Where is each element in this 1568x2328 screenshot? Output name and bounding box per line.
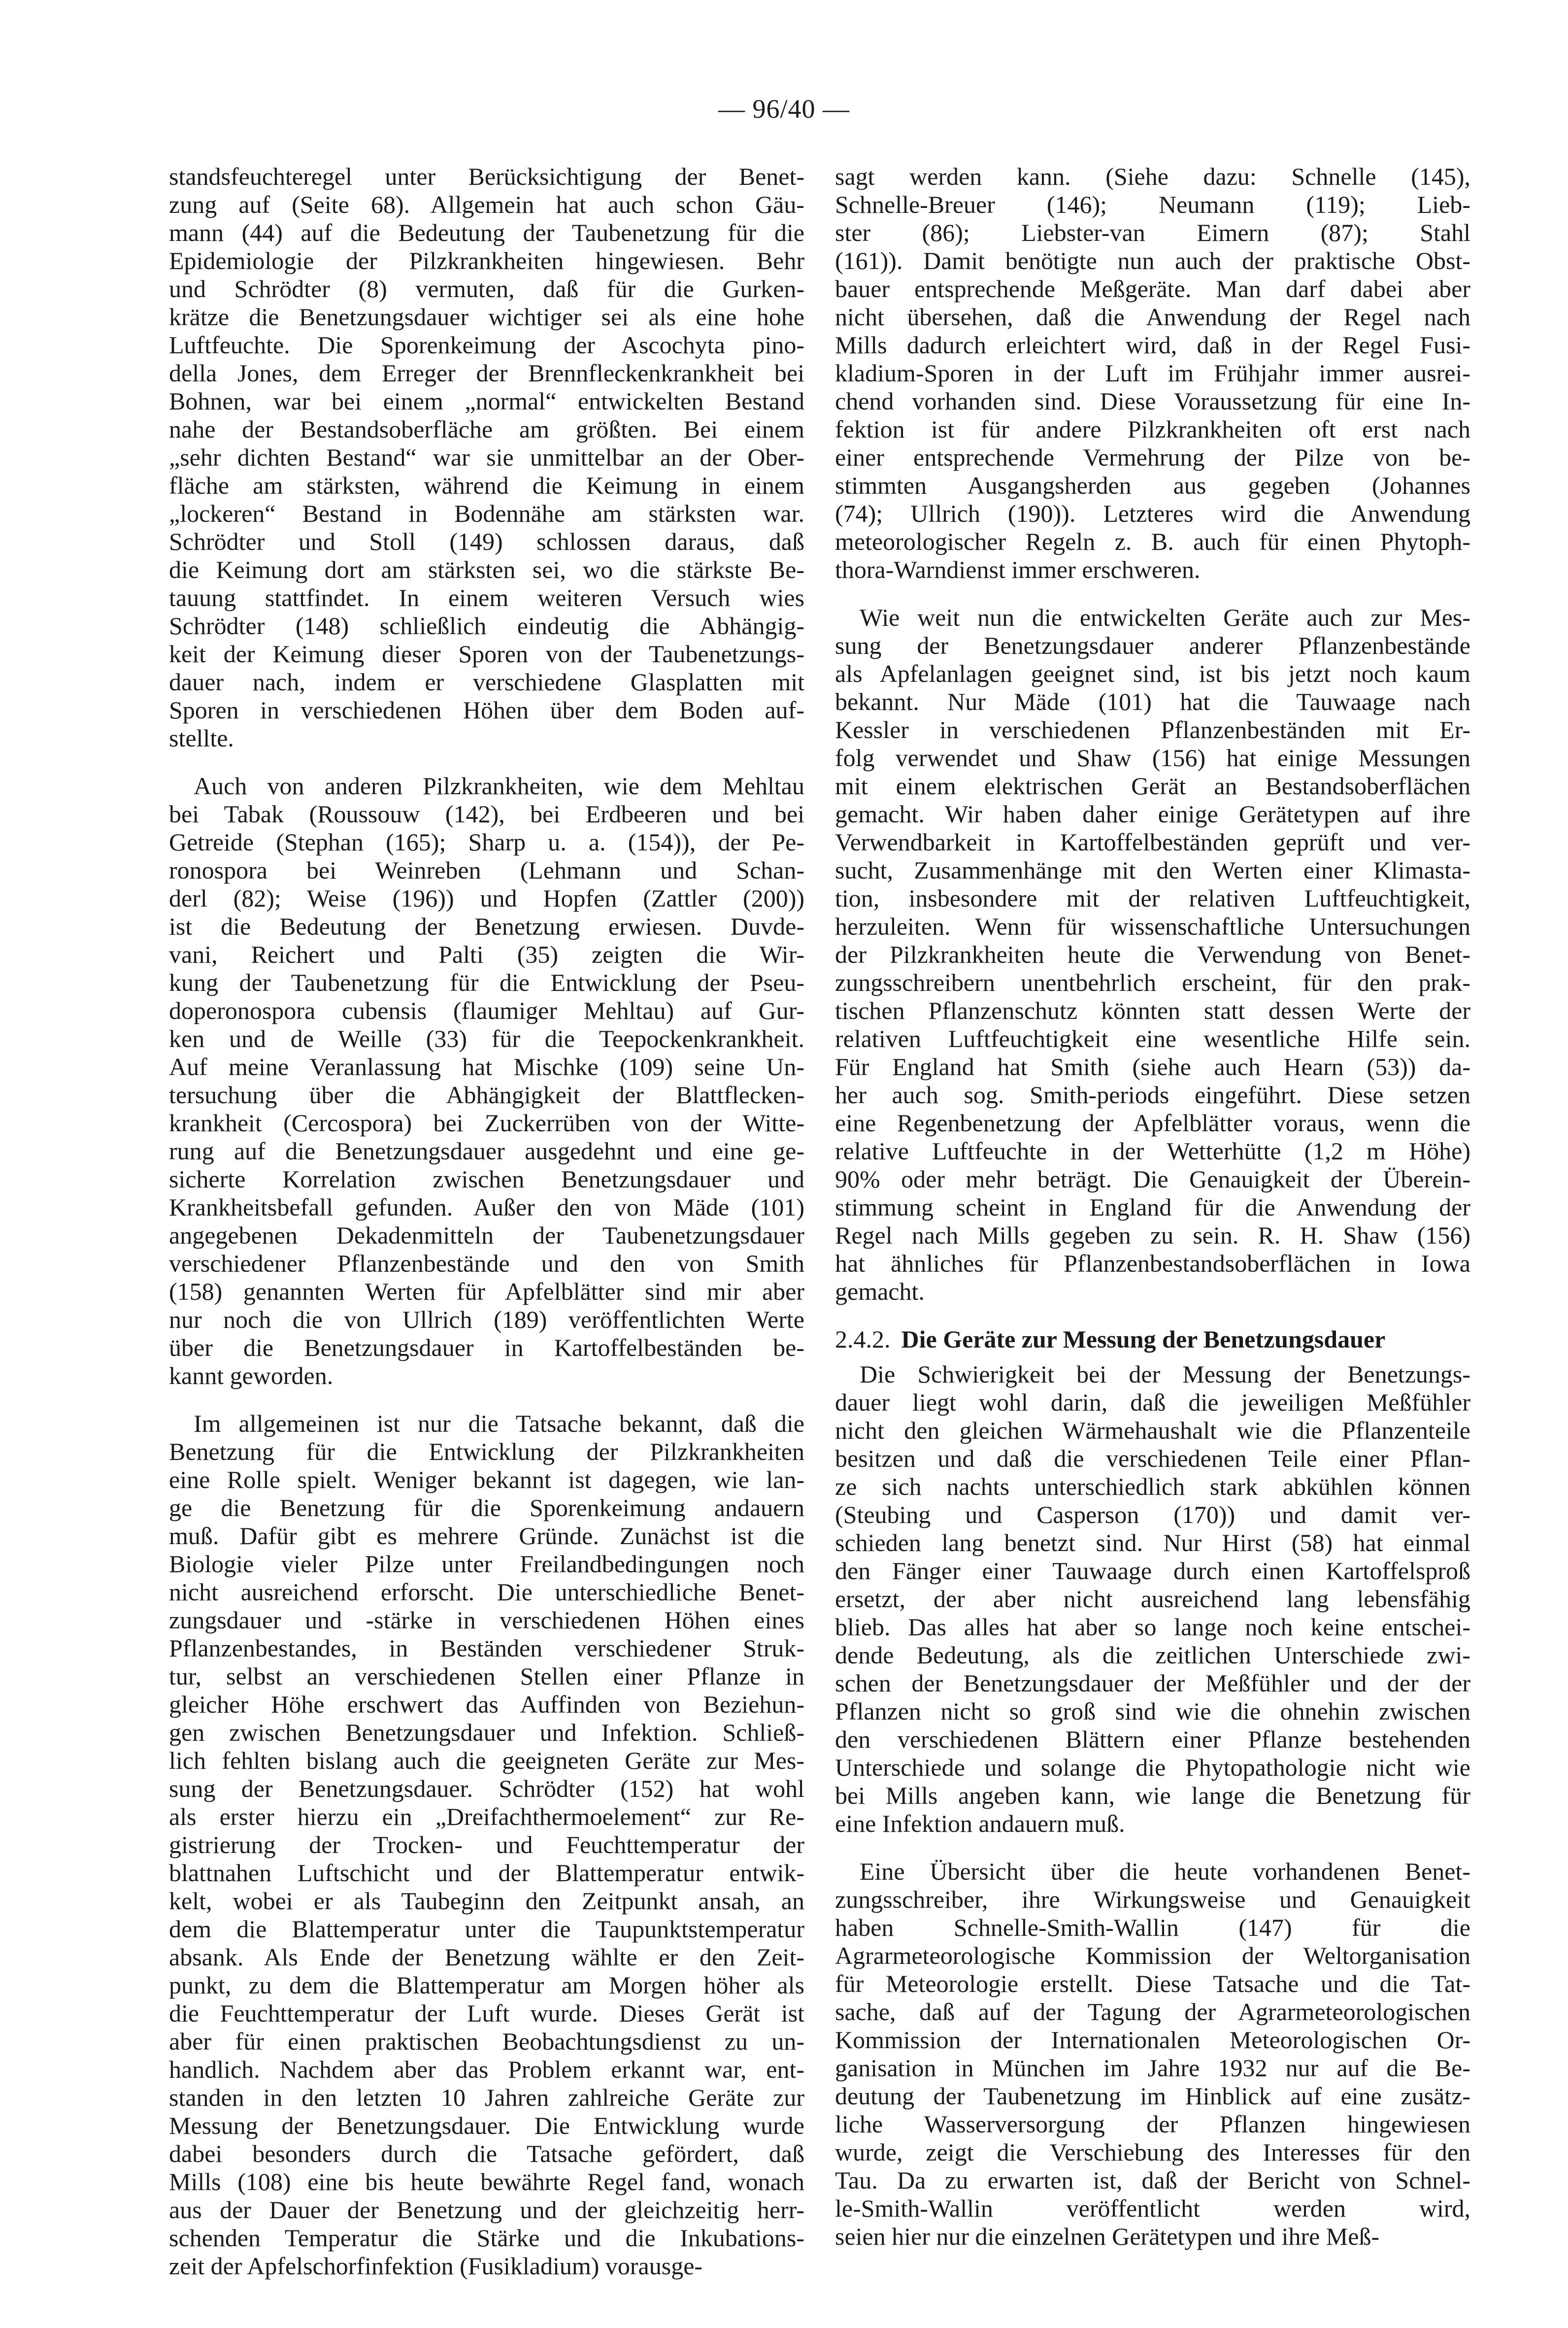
text-line: vani, Reichert und Palti (35) zeigten die Wir-: [169, 941, 804, 968]
text-line: handlich. Nachdem aber das Problem erkannt war, ent-: [169, 2056, 804, 2083]
text-line: liche Wasserversorgung der Pflanzen hingewiesen: [835, 2110, 1470, 2138]
text-line: ze sich nachts unterschiedlich stark abkühlen können: [835, 1473, 1470, 1500]
text-line: sagt werden kann. (Siehe dazu: Schnelle (145),: [835, 163, 1470, 190]
text-line: Regel nach Mills gegeben zu sein. R. H. Shaw (156): [835, 1221, 1470, 1249]
text-line: seien hier nur die einzelnen Gerätetypen und ihre Meß-: [835, 2223, 1380, 2250]
text-line: (74); Ullrich (190)). Letzteres wird die Anwendung: [835, 500, 1470, 527]
text-line: Tau. Da zu erwarten ist, daß der Bericht von Schnel-: [835, 2166, 1470, 2194]
text-line: tion, insbesondere mit der relativen Luftfeuchtigkeit,: [835, 884, 1470, 912]
text-line: sache, daß auf der Tagung der Agrarmeteorologischen: [835, 1998, 1470, 2025]
text-line: Messung der Benetzungsdauer. Die Entwicklung wurde: [169, 2112, 804, 2139]
text-line: kelt, wobei er als Taubeginn den Zeitpunkt ansah, an: [169, 1887, 804, 1915]
paragraph: [835, 604, 1470, 1306]
text-line: Kommission der Internationalen Meteorologischen Or-: [835, 2026, 1470, 2054]
text-line: ken und de Weille (33) für die Teepockenkrankheit.: [169, 1025, 804, 1052]
text-line: eine Rolle spielt. Weniger bekannt ist dagegen, wie lan-: [169, 1466, 804, 1493]
text-line: nicht ausreichend erforscht. Die unterschiedliche Benet-: [169, 1578, 804, 1606]
text-line: (158) genannten Werten für Apfelblätter sind mir aber: [169, 1278, 804, 1305]
text-line: ronospora bei Weinreben (Lehmann und Schan-: [169, 856, 804, 884]
text-line: Auch von anderen Pilzkrankheiten, wie dem Mehltau: [194, 772, 804, 800]
text-line: Krankheitsbefall gefunden. Außer den von Mäde (101): [169, 1193, 804, 1221]
text-line: sicherte Korrelation zwischen Benetzungsdauer und: [169, 1165, 804, 1193]
text-line: chend vorhanden sind. Diese Voraussetzung für eine In-: [835, 387, 1470, 415]
text-line: die Feuchttemperatur der Luft wurde. Dieses Gerät ist: [169, 1999, 804, 2027]
text-line: Getreide (Stephan (165); Sharp u. a. (154)), der Pe-: [169, 828, 804, 856]
text-line: tischen Pflanzenschutz könnten statt dessen Werte der: [835, 997, 1470, 1024]
text-line: Mills (108) eine bis heute bewährte Regel fand, wonach: [169, 2168, 804, 2195]
text-line: thora-Warndienst immer erschweren.: [835, 556, 1201, 583]
text-line: bei Mills angeben kann, wie lange die Benetzung für: [835, 1782, 1470, 1809]
text-line: stimmten Ausgangsherden aus gegeben (Johannes: [835, 472, 1470, 499]
text-line: besitzen und daß die verschiedenen Teile einer Pflan-: [835, 1445, 1470, 1472]
text-line: fläche am stärksten, während die Keimung in einem: [169, 472, 804, 499]
text-line: Pflanzen nicht so groß sind wie die ohnehin zwischen: [835, 1697, 1470, 1725]
text-line: Bohnen, war bei einem „normal“ entwickelten Bestand: [169, 387, 804, 415]
text-line: her auch sog. Smith-periods eingeführt. Diese setzen: [835, 1081, 1470, 1109]
text-line: Schnelle-Breuer (146); Neumann (119); Lieb-: [835, 191, 1470, 218]
text-line: ist die Bedeutung der Benetzung erwiesen. Duvde-: [169, 912, 804, 940]
paragraph: [835, 163, 1470, 584]
text-line: kladium-Sporen in der Luft im Frühjahr immer ausrei-: [835, 359, 1470, 387]
text-line: Agrarmeteorologische Kommission der Weltorganisation: [835, 1942, 1470, 1969]
text-line: verschiedener Pflanzenbestände und den von Smith: [169, 1249, 804, 1277]
text-line: schenden Temperatur die Stärke und die Inkubations-: [169, 2224, 804, 2252]
text-line: schieden lang benetzt sind. Nur Hirst (58) hat einmal: [835, 1529, 1470, 1556]
text-line: krätze die Benetzungsdauer wichtiger sei als eine hohe: [169, 303, 804, 331]
right-column: [835, 163, 1470, 2270]
text-line: Mills dadurch erleichtert wird, daß in der Regel Fusi-: [835, 331, 1470, 359]
text-line: lich fehlten bislang auch die geeigneten Geräte zur Mes-: [169, 1747, 804, 1774]
text-line: eine Regenbenetzung der Apfelblätter voraus, wenn die: [835, 1109, 1470, 1137]
text-line: dauer nach, indem er verschiedene Glasplatten mit: [169, 668, 804, 696]
text-line: aber für einen praktischen Beobachtungsdienst zu un-: [169, 2027, 804, 2055]
paragraph: [169, 1410, 804, 2280]
text-line: gistrierung der Trocken- und Feuchttemperatur der: [169, 1831, 804, 1858]
text-line: Wie weit nun die entwickelten Geräte auch zur Mes-: [860, 604, 1470, 631]
text-line: angegebenen Dekadenmitteln der Taubenetzungsdauer: [169, 1221, 804, 1249]
text-line: Für England hat Smith (siehe auch Hearn (53)) da-: [835, 1053, 1470, 1080]
text-line: einer entsprechende Vermehrung der Pilze von be-: [835, 443, 1470, 471]
text-line: le-Smith-Wallin veröffentlicht werden wird,: [835, 2194, 1470, 2222]
text-line: kung der Taubenetzung für die Entwicklung der Pseu-: [169, 969, 804, 996]
text-line: ster (86); Liebster-van Eimern (87); Stahl: [835, 219, 1470, 246]
text-line: herzuleiten. Wenn für wissenschaftliche Untersuchungen: [835, 912, 1470, 940]
text-line: Eine Übersicht über die heute vorhandenen Benet-: [860, 1857, 1470, 1885]
text-line: nicht den gleichen Wärmehaushalt wie die Pflanzenteile: [835, 1417, 1470, 1444]
section-heading: [835, 1325, 1470, 1353]
text-line: deutung der Taubenetzung im Hinblick auf eine zusätz-: [835, 2082, 1470, 2110]
text-line: Biologie vieler Pilze unter Freilandbedingungen noch: [169, 1550, 804, 1578]
text-line: Sporen in verschiedenen Höhen über dem Boden auf-: [169, 696, 804, 724]
text-line: nicht übersehen, daß die Anwendung der Regel nach: [835, 303, 1470, 331]
text-line: rung auf die Benetzungsdauer ausgedehnt und eine ge-: [169, 1137, 804, 1165]
text-line: als erster hierzu ein „Dreifachthermoelement“ zur Re-: [169, 1803, 804, 1830]
text-line: dende Bedeutung, als die zeitlichen Unterschiede zwi-: [835, 1641, 1470, 1669]
text-line: zungsdauer und -stärke in verschiedenen Höhen eines: [169, 1606, 804, 1634]
text-line: die Keimung dort am stärksten sei, wo die stärkste Be-: [169, 556, 804, 583]
text-line: 90% oder mehr beträgt. Die Genauigkeit der Überein-: [835, 1165, 1470, 1193]
text-line: wurde, zeigt die Verschiebung des Interesses für den: [835, 2138, 1470, 2166]
text-line: Benetzung für die Entwicklung der Pilzkrankheiten: [169, 1438, 804, 1465]
text-line: den verschiedenen Blättern einer Pflanze bestehenden: [835, 1725, 1470, 1753]
paragraph: [835, 1857, 1470, 2251]
text-line: dem die Blattemperatur unter die Taupunktstemperatur: [169, 1915, 804, 1943]
text-line: tur, selbst an verschiedenen Stellen einer Pflanze in: [169, 1662, 804, 1690]
text-line: Verwendbarkeit in Kartoffelbeständen geprüft und ver-: [835, 828, 1470, 856]
text-line: zungsschreibern unentbehrlich erscheint, für den prak-: [835, 969, 1470, 996]
text-line: den Fänger einer Tauwaage durch einen Kartoffelsproß: [835, 1557, 1470, 1585]
text-line: derl (82); Weise (196)) und Hopfen (Zattler (200)): [169, 884, 804, 912]
text-line: der Pilzkrankheiten heute die Verwendung von Benet-: [835, 941, 1470, 968]
text-line: keit der Keimung dieser Sporen von der Taubenetzungs-: [169, 640, 804, 668]
text-line: Kessler in verschiedenen Pflanzenbeständen mit Er-: [835, 716, 1470, 743]
text-line: über die Benetzungsdauer in Kartoffelbeständen be-: [169, 1334, 804, 1361]
text-line: Pflanzenbestandes, in Beständen verschiedener Struk-: [169, 1634, 804, 1662]
text-line: bekannt. Nur Mäde (101) hat die Tauwaage nach: [835, 688, 1470, 715]
text-line: krankheit (Cercospora) bei Zuckerrüben von der Witte-: [169, 1109, 804, 1137]
text-line: sung der Benetzungsdauer anderer Pflanzenbestände: [835, 632, 1470, 659]
text-line: sucht, Zusammenhänge mit den Werten einer Klimasta-: [835, 856, 1470, 884]
text-line: kannt geworden.: [169, 1362, 334, 1389]
text-line: aus der Dauer der Benetzung und der gleichzeitig herr-: [169, 2196, 804, 2224]
text-line: Auf meine Veranlassung hat Mischke (109) seine Un-: [169, 1053, 804, 1080]
text-line: folg verwendet und Shaw (156) hat einige Messungen: [835, 744, 1470, 772]
text-line: nahe der Bestandsoberfläche am größten. Bei einem: [169, 415, 804, 443]
text-line: zeit der Apfelschorfinfektion (Fusikladium) vorausge-: [169, 2252, 703, 2280]
text-line: ersetzt, der aber nicht ausreichend lang lebensfähig: [835, 1585, 1470, 1613]
text-line: ganisation in München im Jahre 1932 nur auf die Be-: [835, 2054, 1470, 2082]
text-line: Schrödter (148) schließlich eindeutig die Abhängig-: [169, 612, 804, 640]
text-line: „sehr dichten Bestand“ war sie unmittelbar an der Ober-: [169, 443, 804, 471]
text-line: gen zwischen Benetzungsdauer und Infektion. Schließ-: [169, 1719, 804, 1746]
left-column: [169, 163, 804, 2300]
text-line: mit einem elektrischen Gerät an Bestandsoberflächen: [835, 772, 1470, 800]
text-line: relative Luftfeuchte in der Wetterhütte (1,2 m Höhe): [835, 1137, 1470, 1165]
text-line: tauung stattfindet. In einem weiteren Versuch wies: [169, 584, 804, 611]
text-line: gemacht.: [835, 1278, 925, 1305]
text-line: blieb. Das alles hat aber so lange noch keine entschei-: [835, 1613, 1470, 1641]
text-line: meteorologischer Regeln z. B. auch für einen Phytoph-: [835, 528, 1470, 555]
text-line: gemacht. Wir haben daher einige Gerätetypen auf ihre: [835, 800, 1470, 828]
text-line: gleicher Höhe erschwert das Auffinden von Beziehun-: [169, 1690, 804, 1718]
text-line: della Jones, dem Erreger der Brennfleckenkrankheit bei: [169, 359, 804, 387]
text-line: „lockeren“ Bestand in Bodennähe am stärksten war.: [169, 500, 804, 527]
text-line: dabei besonders durch die Tatsache gefördert, daß: [169, 2140, 804, 2167]
text-line: fektion ist für andere Pilzkrankheiten oft erst nach: [835, 415, 1470, 443]
text-line: stimmung scheint in England für die Anwendung der: [835, 1193, 1470, 1221]
text-line: sung der Benetzungsdauer. Schrödter (152) hat wohl: [169, 1775, 804, 1802]
page-number: — 96/40 —: [718, 94, 850, 124]
paragraph: [835, 1360, 1470, 1838]
text-line: blattnahen Luftschicht und der Blattemperatur entwik-: [169, 1859, 804, 1887]
text-line: haben Schnelle-Smith-Wallin (147) für die: [835, 1914, 1470, 1941]
text-line: standen in den letzten 10 Jahren zahlreiche Geräte zur: [169, 2084, 804, 2111]
text-line: stellte.: [169, 724, 234, 752]
text-line: zung auf (Seite 68). Allgemein hat auch schon Gäu-: [169, 191, 804, 218]
text-line: (Steubing und Casperson (170)) und damit ver-: [835, 1501, 1470, 1528]
text-line: absank. Als Ende der Benetzung wählte er den Zeit-: [169, 1943, 804, 1971]
text-line: nur noch die von Ullrich (189) veröffentlichten Werte: [169, 1306, 804, 1333]
text-line: relativen Luftfeuchtigkeit eine wesentliche Hilfe sein.: [835, 1025, 1470, 1052]
text-line: mann (44) auf die Bedeutung der Taubenetzung für die: [169, 219, 804, 246]
text-line: muß. Dafür gibt es mehrere Gründe. Zunächst ist die: [169, 1522, 804, 1550]
text-line: Luftfeuchte. Die Sporenkeimung der Ascochyta pino-: [169, 331, 804, 359]
text-line: ge die Benetzung für die Sporenkeimung andauern: [169, 1494, 804, 1521]
paragraph: [169, 772, 804, 1390]
text-line: punkt, zu dem die Blattemperatur am Morgen höher als: [169, 1971, 804, 1999]
text-line: tersuchung über die Abhängigkeit der Blattflecken-: [169, 1081, 804, 1109]
section-title: Die Geräte zur Messung der Benetzungsdauer: [901, 1325, 1386, 1353]
text-line: Unterschiede und solange die Phytopathologie nicht wie: [835, 1754, 1470, 1781]
text-line: und Schrödter (8) vermuten, daß für die Gurken-: [169, 275, 804, 303]
text-line: bauer entsprechende Meßgeräte. Man darf dabei aber: [835, 275, 1470, 303]
text-line: schen der Benetzungsdauer der Meßfühler und der der: [835, 1669, 1470, 1697]
text-line: (161)). Damit benötigte nun auch der praktische Obst-: [835, 247, 1470, 274]
text-line: Epidemiologie der Pilzkrankheiten hingewiesen. Behr: [169, 247, 804, 274]
text-line: Die Schwierigkeit bei der Messung der Benetzungs-: [860, 1360, 1470, 1388]
text-line: für Meteorologie erstellt. Diese Tatsache und die Tat-: [835, 1970, 1470, 1997]
text-line: Im allgemeinen ist nur die Tatsache bekannt, daß die: [194, 1410, 804, 1437]
text-line: bei Tabak (Roussouw (142), bei Erdbeeren und bei: [169, 800, 804, 828]
text-line: dauer liegt wohl darin, daß die jeweiligen Meßfühler: [835, 1388, 1470, 1416]
text-line: standsfeuchteregel unter Berücksichtigung der Benet-: [169, 163, 804, 190]
paragraph: [169, 163, 804, 752]
section-number: 2.4.2.: [835, 1325, 891, 1353]
text-line: zungsschreiber, ihre Wirkungsweise und Genauigkeit: [835, 1886, 1470, 1913]
text-line: als Apfelanlagen geeignet sind, ist bis jetzt noch kaum: [835, 660, 1470, 687]
text-line: hat ähnliches für Pflanzenbestandsoberflächen in Iowa: [835, 1249, 1470, 1277]
text-line: doperonospora cubensis (flaumiger Mehltau) auf Gur-: [169, 997, 804, 1024]
text-line: Schrödter und Stoll (149) schlossen daraus, daß: [169, 528, 804, 555]
text-line: eine Infektion andauern muß.: [835, 1810, 1125, 1837]
